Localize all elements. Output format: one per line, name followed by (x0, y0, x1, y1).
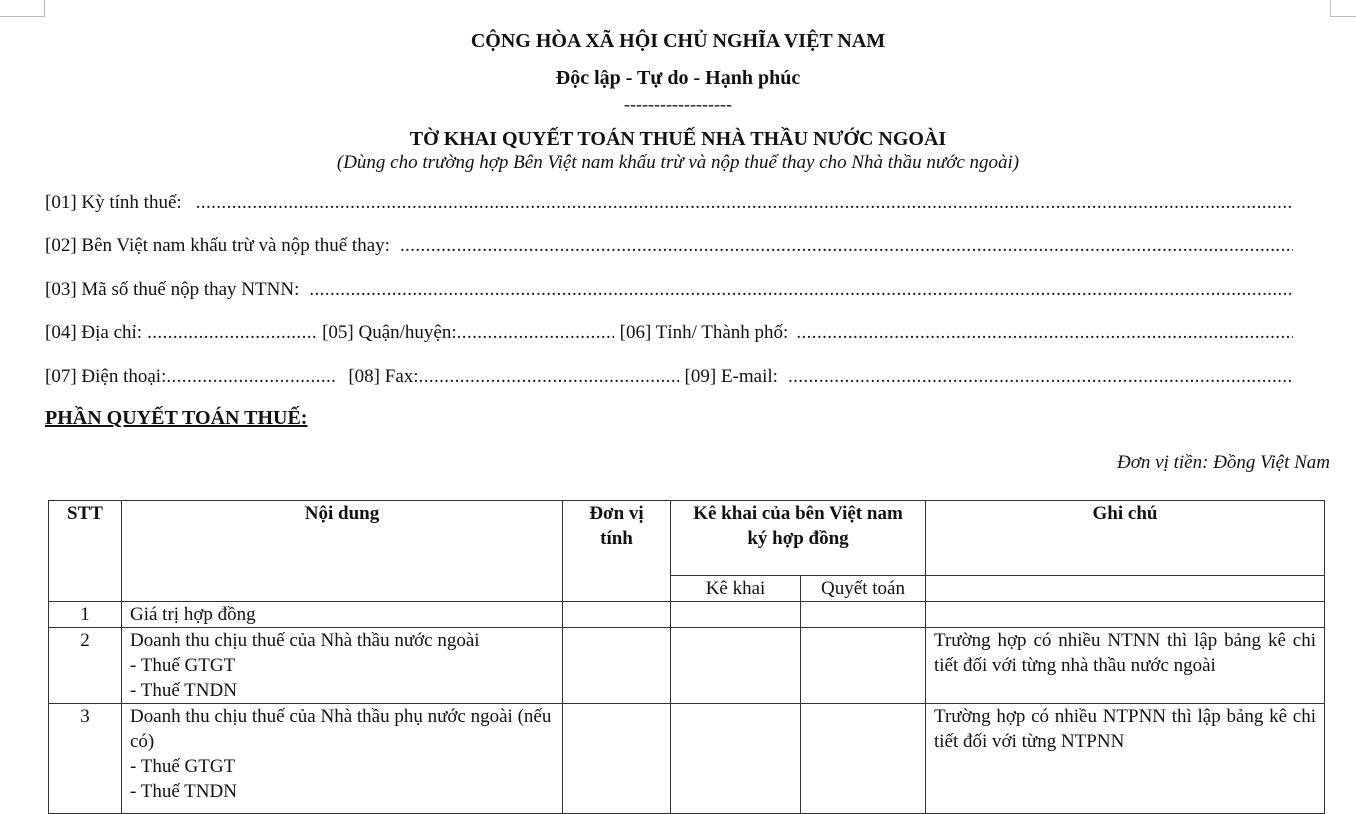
row-finalized-cell[interactable] (801, 628, 926, 704)
country-heading: CỘNG HÒA XÃ HỘI CHỦ NGHĨA VIỆT NAM (470, 30, 886, 52)
field-tax-period[interactable] (45, 192, 1293, 214)
table-row (49, 704, 1325, 814)
fill-line[interactable] (400, 235, 1293, 257)
field-tax-code[interactable] (45, 279, 1293, 301)
fill-line[interactable] (309, 279, 1293, 301)
header-content: Nội dung (122, 501, 563, 602)
row-content-line: - Thuế TNDN (130, 680, 237, 701)
motto-heading: Độc lập - Tự do - Hạnh phúc (555, 67, 801, 89)
fill-line[interactable] (196, 192, 1293, 214)
document-title: TỜ KHAI QUYẾT TOÁN THUẾ NHÀ THẦU NƯỚC NGOÀI (409, 128, 947, 150)
row-content-line: - Thuế GTGT (130, 756, 236, 777)
field-label-address: [04] Địa chỉ: (45, 322, 143, 343)
header-declared: Kê khai (671, 576, 801, 602)
row-content-line: Doanh thu chịu thuế của Nhà thầu phụ nước ngoài (nếu có) (130, 706, 552, 752)
header-unit: Đơn vị tính (563, 501, 671, 602)
row-content-line: Doanh thu chịu thuế của Nhà thầu nước ngoài (130, 630, 480, 651)
row-content (122, 704, 563, 814)
fill-line-province[interactable] (796, 322, 1293, 344)
row-declared-cell[interactable] (671, 628, 801, 704)
field-label: [03] Mã số thuế nộp thay NTNN: (45, 279, 300, 300)
header-stt: STT (49, 501, 122, 602)
row-unit-cell[interactable] (563, 628, 671, 704)
row-declared-cell[interactable] (671, 602, 801, 628)
row-note: Trường hợp có nhiều NTPNN thì lập bảng kê chi tiết đối với từng NTPNN (926, 704, 1325, 814)
section-title: PHẦN QUYẾT TOÁN THUẾ: (45, 407, 308, 429)
row-unit-cell[interactable] (563, 704, 671, 814)
field-vn-party[interactable] (45, 235, 1293, 257)
table-row (49, 628, 1325, 704)
field-label-province: [06] Tỉnh/ Thành phố: (619, 322, 789, 343)
field-contact-row[interactable] (45, 366, 1293, 388)
row-content-line: - Thuế TNDN (130, 781, 237, 802)
field-address-row[interactable] (45, 322, 1293, 344)
row-stt: 3 (49, 704, 122, 814)
field-label-fax: [08] Fax: (348, 366, 419, 387)
row-unit-cell[interactable] (563, 602, 671, 628)
fill-line-district[interactable] (457, 322, 614, 344)
separator: ------------------ (624, 94, 732, 114)
field-label-phone: [07] Điện thoại: (45, 366, 167, 387)
row-note (926, 602, 1325, 628)
row-stt: 1 (49, 602, 122, 628)
row-content: Giá trị hợp đồng (122, 602, 563, 628)
header-note: Ghi chú (926, 501, 1325, 576)
field-label: [02] Bên Việt nam khấu trừ và nộp thuế thay: (45, 235, 390, 256)
header-finalized: Quyết toán (801, 576, 926, 602)
page-corner-mark-left (0, 0, 45, 17)
fill-line-address[interactable] (147, 322, 317, 344)
row-finalized-cell[interactable] (801, 704, 926, 814)
row-note: Trường hợp có nhiều NTNN thì lập bảng kê chi tiết đối với từng nhà thầu nước ngoài (926, 628, 1325, 704)
table-row (49, 602, 1325, 628)
row-content (122, 628, 563, 704)
row-content-line: - Thuế GTGT (130, 655, 236, 676)
field-label: [01] Kỳ tính thuế: (45, 192, 182, 213)
field-label-email: [09] E-mail: (684, 366, 778, 387)
document-subtitle: (Dùng cho trường hợp Bên Việt nam khấu trừ và nộp thuế thay cho Nhà thầu nước ngoài) (336, 152, 1020, 173)
row-stt: 2 (49, 628, 122, 704)
row-finalized-cell[interactable] (801, 602, 926, 628)
fill-line-email[interactable] (788, 366, 1293, 388)
page-corner-mark-right (1330, 0, 1356, 17)
field-label-district: [05] Quận/huyện: (322, 322, 457, 343)
currency-unit: Đơn vị tiền: Đồng Việt Nam (1117, 452, 1330, 473)
header-declared-group: Kê khai của bên Việt nam ký hợp đồng (671, 501, 926, 576)
fill-line-fax[interactable] (419, 366, 679, 388)
row-declared-cell[interactable] (671, 704, 801, 814)
fill-line-phone[interactable] (166, 366, 336, 388)
tax-settlement-table (48, 500, 1325, 814)
header-note-sub (926, 576, 1325, 602)
